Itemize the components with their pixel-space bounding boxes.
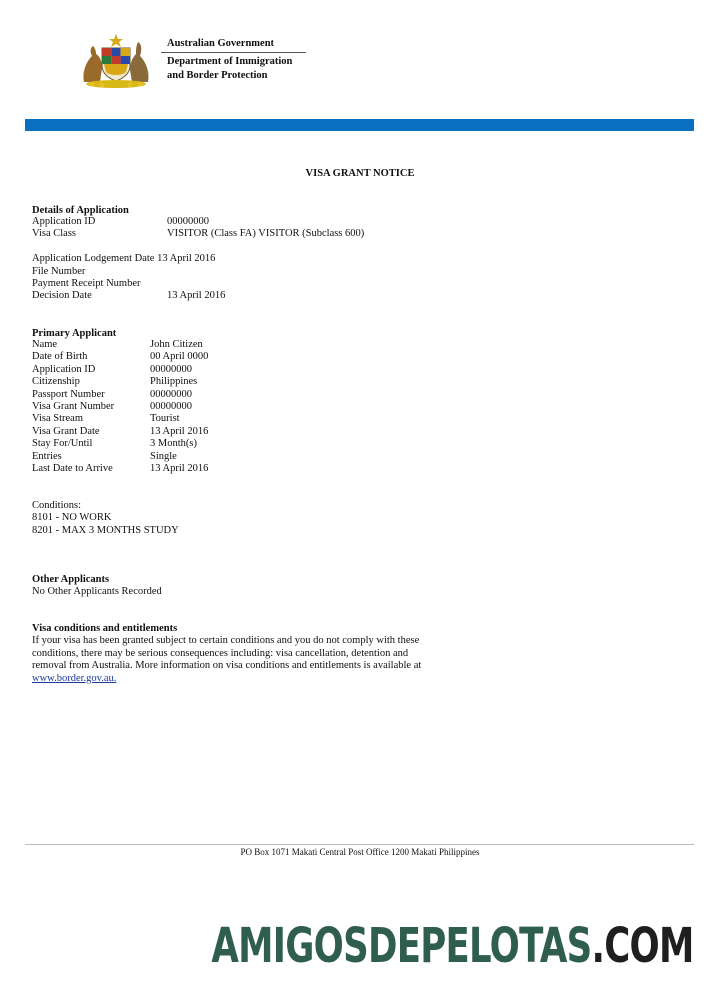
details-row-file-number xyxy=(32,266,532,278)
watermark-logo xyxy=(212,918,694,974)
primary-applicant-row-value: Single xyxy=(150,450,177,462)
other-applicants-heading: Other Applicants xyxy=(32,574,110,585)
primary-applicant-row-label: Visa Grant Number xyxy=(32,400,115,412)
primary-applicant-row-label: Visa Stream xyxy=(32,413,83,425)
primary-applicant-row-label: Citizenship xyxy=(32,376,80,388)
lodgement-date-value: 13 April 2016 xyxy=(157,253,216,265)
primary-applicant-row-label: Application ID xyxy=(32,363,96,375)
primary-applicant-row-value: 3 Month(s) xyxy=(150,438,197,450)
primary-applicant-row xyxy=(32,438,532,450)
conditions-heading: Conditions: xyxy=(32,500,82,511)
primary-applicant-row xyxy=(32,426,532,438)
entitlements-heading: Visa conditions and entitlements xyxy=(32,623,178,634)
primary-applicant-row-value: 00 April 0000 xyxy=(150,351,209,363)
primary-applicant-row-value: 13 April 2016 xyxy=(150,462,209,474)
file-number-label: File Number xyxy=(32,265,86,277)
document-title: VISA GRANT NOTICE xyxy=(305,168,415,179)
coat-of-arms-icon xyxy=(78,32,154,88)
government-name: Australian Government xyxy=(167,38,275,49)
primary-applicant-row-value: John Citizen xyxy=(150,339,203,350)
primary-applicant-row xyxy=(32,376,532,388)
application-id-label: Application ID xyxy=(32,216,96,227)
primary-applicant-row-label: Name xyxy=(32,339,58,350)
primary-applicant-row-value: 00000000 xyxy=(150,400,192,412)
entitlements-section xyxy=(32,623,472,685)
primary-applicant-row xyxy=(32,413,532,425)
decision-date-label: Decision Date xyxy=(32,290,92,302)
primary-applicant-row-value: Tourist xyxy=(150,413,180,425)
primary-applicant-row xyxy=(32,364,532,376)
details-row-lodgement-date xyxy=(32,253,532,265)
visa-class-label: Visa Class xyxy=(32,228,76,240)
entitlements-line-1: If your visa has been granted subject to certain conditions and you do not comply with these xyxy=(32,635,420,647)
footer-rule xyxy=(25,844,694,845)
primary-applicant-section xyxy=(32,328,532,475)
department-name-line2: and Border Protection xyxy=(167,70,268,81)
condition-item: 8201 - MAX 3 MONTHS STUDY xyxy=(32,524,179,536)
application-id-value: 00000000 xyxy=(167,216,209,227)
footer-address: PO Box 1071 Makati Central Post Office 1200 Makati Philippines xyxy=(240,847,480,857)
primary-applicant-row-value: 00000000 xyxy=(150,388,192,400)
details-row-decision-date xyxy=(32,290,532,302)
lodgement-date-label: Application Lodgement Date xyxy=(32,253,155,265)
primary-applicant-row xyxy=(32,389,532,401)
details-row-payment-receipt xyxy=(32,278,532,290)
border-website-link[interactable]: www.border.gov.au. xyxy=(32,672,117,684)
other-applicants-section xyxy=(32,574,162,599)
primary-applicant-row xyxy=(32,401,532,413)
primary-applicant-row-value: Philippines xyxy=(150,376,198,388)
primary-applicant-row-label: Visa Grant Date xyxy=(32,425,100,437)
details-heading: Details of Application xyxy=(32,205,129,216)
visa-class-value: VISITOR (Class FA) VISITOR (Subclass 600) xyxy=(167,228,365,240)
header-banner xyxy=(25,119,694,131)
entitlements-line-2: conditions, there may be serious consequences including: visa cancellation, detention and xyxy=(32,647,409,659)
primary-applicant-row-value: 00000000 xyxy=(150,363,192,375)
primary-applicant-row xyxy=(32,351,532,363)
primary-applicant-row xyxy=(32,451,532,463)
primary-applicant-row xyxy=(32,339,532,351)
entitlements-line-3: removal from Australia. More information on visa conditions and entitlements is available at xyxy=(32,660,422,672)
primary-applicant-row-label: Entries xyxy=(32,450,62,462)
payment-receipt-label: Payment Receipt Number xyxy=(32,277,141,289)
conditions-section xyxy=(32,500,179,537)
decision-date-value: 13 April 2016 xyxy=(167,290,226,302)
watermark-domain: .COM xyxy=(591,918,694,974)
primary-applicant-row-label: Date of Birth xyxy=(32,351,88,363)
details-row-visa-class xyxy=(32,228,532,240)
primary-applicant-row-label: Stay For/Until xyxy=(32,438,93,450)
details-section xyxy=(32,205,532,303)
primary-applicant-row xyxy=(32,463,532,475)
watermark-text: AMIGOSDEPELOTAS xyxy=(211,918,592,974)
details-row-application-id xyxy=(32,216,532,228)
primary-applicant-heading: Primary Applicant xyxy=(32,328,117,339)
header-rule xyxy=(161,52,306,53)
primary-applicant-row-label: Passport Number xyxy=(32,388,105,400)
primary-applicant-row-label: Last Date to Arrive xyxy=(32,462,113,474)
primary-applicant-row-value: 13 April 2016 xyxy=(150,425,209,437)
department-name-line1: Department of Immigration xyxy=(167,56,293,67)
other-applicants-text: No Other Applicants Recorded xyxy=(32,586,162,598)
condition-item: 8101 - NO WORK xyxy=(32,512,112,524)
